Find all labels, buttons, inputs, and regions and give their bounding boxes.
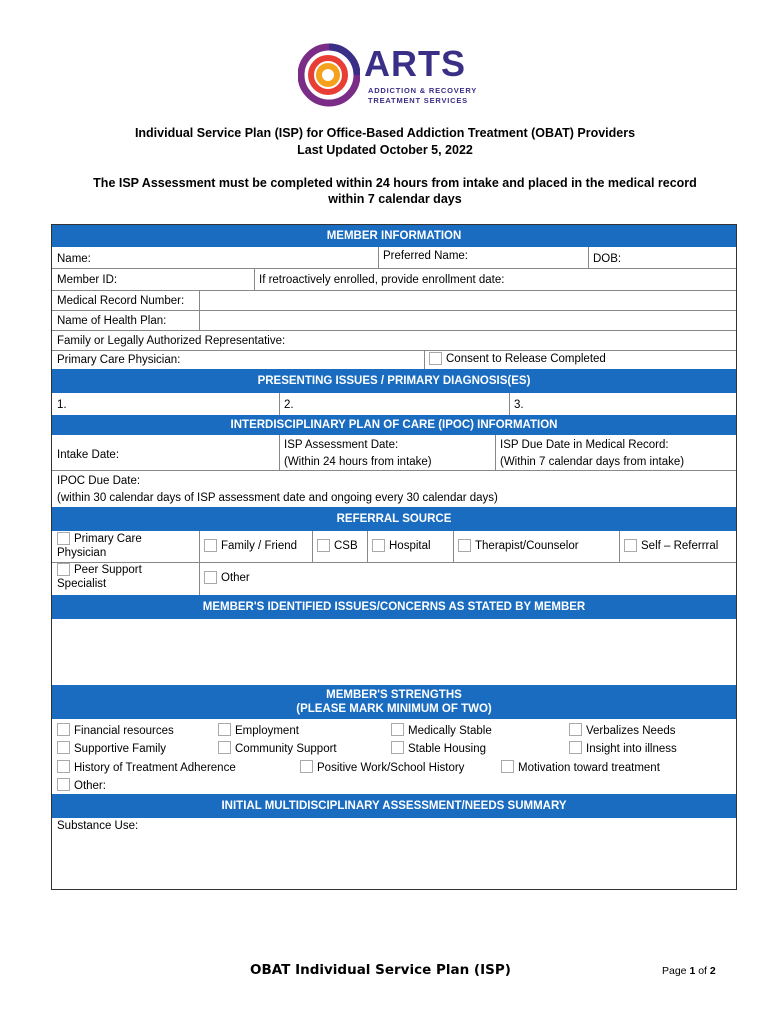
referral-self-option[interactable] xyxy=(619,531,736,562)
strength-motivation[interactable] xyxy=(501,758,660,776)
member-info-header: MEMBER INFORMATION xyxy=(52,225,736,247)
referral-family-checkbox[interactable] xyxy=(204,539,217,552)
strength-supportive-family-label: Supportive Family xyxy=(74,743,167,755)
strength-work[interactable] xyxy=(300,758,464,776)
strength-insight[interactable] xyxy=(569,739,677,757)
page-current: 1 xyxy=(689,965,696,977)
substance-use-field[interactable] xyxy=(52,818,736,889)
logo-subtitle-2: TREATMENT SERVICES xyxy=(368,96,468,105)
diagnosis-2[interactable]: 2. xyxy=(284,399,294,411)
strength-verbalizes-label: Verbalizes Needs xyxy=(586,725,676,737)
enrollment-date-label: If retroactively enrolled, provide enrollment date: xyxy=(259,274,505,286)
mrn-label: Medical Record Number: xyxy=(57,295,185,307)
strengths-subheading: (PLEASE MARK MINIMUM OF TWO) xyxy=(296,703,492,715)
strengths-heading: MEMBER'S STRENGTHS xyxy=(326,689,462,701)
referral-peer-label-2: Specialist xyxy=(57,578,107,590)
strength-community-label: Community Support xyxy=(235,743,337,755)
referral-csb-checkbox[interactable] xyxy=(317,539,330,552)
arts-logo-mark-icon xyxy=(298,42,360,108)
member-id-label: Member ID: xyxy=(57,274,118,286)
ipoc-due-row xyxy=(52,471,736,507)
member-id-field[interactable] xyxy=(52,269,254,290)
preferred-name-label: Preferred Name: xyxy=(383,250,469,262)
referral-pcp-checkbox[interactable] xyxy=(57,532,70,545)
referral-peer-checkbox[interactable] xyxy=(57,563,70,576)
strengths-header xyxy=(52,685,736,719)
consent-checkbox[interactable] xyxy=(429,352,442,365)
strength-work-label: Positive Work/School History xyxy=(317,762,465,774)
referral-row-2 xyxy=(52,563,736,595)
assessment-header: INITIAL MULTIDISCIPLINARY ASSESSMENT/NEEDS SUMMARY xyxy=(52,794,736,818)
strength-employment-label: Employment xyxy=(235,725,299,737)
strength-history[interactable] xyxy=(57,758,236,776)
presenting-issues-header: PRESENTING ISSUES / PRIMARY DIAGNOSIS(ES) xyxy=(52,369,736,393)
strength-other-label: Other: xyxy=(74,780,106,792)
pcp-row xyxy=(52,351,736,369)
consent-option[interactable] xyxy=(424,351,736,369)
family-rep-field[interactable] xyxy=(52,331,736,350)
isp-due-date-label: ISP Due Date in Medical Record: xyxy=(500,439,669,451)
strength-motivation-checkbox[interactable] xyxy=(501,760,514,773)
strength-housing-label: Stable Housing xyxy=(408,743,486,755)
substance-use-label: Substance Use: xyxy=(57,820,139,832)
referral-csb-label: CSB xyxy=(334,540,358,552)
diagnosis-3[interactable]: 3. xyxy=(514,399,524,411)
referral-therapist-option[interactable] xyxy=(453,531,619,562)
family-rep-label: Family or Legally Authorized Representative: xyxy=(57,335,286,347)
referral-other-checkbox[interactable] xyxy=(204,571,217,584)
referral-peer-option[interactable] xyxy=(52,563,199,595)
preferred-name-field[interactable] xyxy=(378,247,588,268)
diagnosis-1[interactable]: 1. xyxy=(57,399,67,411)
strength-medically-stable-label: Medically Stable xyxy=(408,725,492,737)
isp-due-date-field[interactable] xyxy=(495,435,736,470)
dob-field[interactable] xyxy=(588,247,736,268)
member-id-row xyxy=(52,269,736,291)
strength-medically-stable-checkbox[interactable] xyxy=(391,723,404,736)
referral-peer-label-1: Peer Support xyxy=(74,564,142,576)
referral-other-option[interactable] xyxy=(199,563,736,595)
strength-verbalizes[interactable] xyxy=(569,721,676,739)
referral-csb-option[interactable] xyxy=(312,531,367,562)
page-number xyxy=(662,965,716,977)
ipoc-dates-row xyxy=(52,435,736,471)
strength-housing-checkbox[interactable] xyxy=(391,741,404,754)
member-name-row xyxy=(52,247,736,269)
pcp-label: Primary Care Physician: xyxy=(57,354,181,366)
referral-pcp-label-1: Primary Care xyxy=(74,533,142,545)
strength-history-checkbox[interactable] xyxy=(57,760,70,773)
isp-assessment-date-note: (Within 24 hours from intake) xyxy=(284,456,432,468)
isp-assessment-date-label: ISP Assessment Date: xyxy=(284,439,399,451)
diagnosis-row xyxy=(52,393,736,415)
page-prefix: Page xyxy=(662,965,690,977)
last-updated: Last Updated October 5, 2022 xyxy=(297,143,473,157)
referral-row-1 xyxy=(52,531,736,563)
referral-therapist-checkbox[interactable] xyxy=(458,539,471,552)
referral-therapist-label: Therapist/Counselor xyxy=(475,540,579,552)
strength-history-label: History of Treatment Adherence xyxy=(74,762,236,774)
strength-financial-label: Financial resources xyxy=(74,725,174,737)
name-label: Name: xyxy=(57,253,91,265)
notice-line-2: within 7 calendar days xyxy=(328,192,462,206)
strength-financial-checkbox[interactable] xyxy=(57,723,70,736)
strength-supportive-family-checkbox[interactable] xyxy=(57,741,70,754)
strength-other[interactable] xyxy=(57,776,106,794)
referral-pcp-option[interactable] xyxy=(52,531,199,562)
strength-housing[interactable] xyxy=(391,739,486,757)
ipoc-due-date-field[interactable] xyxy=(52,471,736,507)
strength-verbalizes-checkbox[interactable] xyxy=(569,723,582,736)
issues-header: MEMBER'S IDENTIFIED ISSUES/CONCERNS AS STATED BY MEMBER xyxy=(52,595,736,619)
name-field[interactable] xyxy=(52,247,378,268)
strength-employment-checkbox[interactable] xyxy=(218,723,231,736)
referral-pcp-label-2: Physician xyxy=(57,547,107,559)
isp-due-date-note: (Within 7 calendar days from intake) xyxy=(500,456,685,468)
mrn-row xyxy=(52,291,736,311)
intake-date-field[interactable] xyxy=(52,435,279,470)
family-rep-row xyxy=(52,331,736,351)
strength-motivation-label: Motivation toward treatment xyxy=(518,762,660,774)
ipoc-due-date-note: (within 30 calendar days of ISP assessment date and ongoing every 30 calendar days) xyxy=(57,492,498,504)
strength-other-checkbox[interactable] xyxy=(57,778,70,791)
document-title: Individual Service Plan (ISP) for Office-Based Addiction Treatment (OBAT) Providers xyxy=(134,126,636,140)
page-of: of xyxy=(695,965,710,977)
issues-textarea[interactable] xyxy=(52,619,736,685)
logo-subtitle-1: ADDICTION & RECOVERY xyxy=(368,86,478,95)
referral-other-label: Other xyxy=(221,572,250,584)
ipoc-header: INTERDISCIPLINARY PLAN OF CARE (IPOC) INFORMATION xyxy=(52,415,736,435)
notice-line-1: The ISP Assessment must be completed within 24 hours from intake and placed in the medical record xyxy=(93,176,697,190)
referral-self-checkbox[interactable] xyxy=(624,539,637,552)
logo-wordmark: ARTS xyxy=(364,43,466,84)
strength-financial[interactable] xyxy=(57,721,174,739)
strength-insight-checkbox[interactable] xyxy=(569,741,582,754)
pcp-field[interactable] xyxy=(52,351,424,369)
referral-source-header: REFERRAL SOURCE xyxy=(52,507,736,531)
page-total: 2 xyxy=(709,965,716,977)
referral-family-label: Family / Friend xyxy=(221,540,298,552)
isp-form xyxy=(51,224,737,890)
strength-employment[interactable] xyxy=(218,721,299,739)
referral-self-label: Self – Referrral xyxy=(641,540,719,552)
footer-title: OBAT Individual Service Plan (ISP) xyxy=(250,962,511,978)
enrollment-date-field[interactable] xyxy=(254,269,736,290)
arts-logo xyxy=(298,42,478,108)
strength-supportive-family[interactable] xyxy=(57,739,166,757)
ipoc-due-date-label: IPOC Due Date: xyxy=(57,475,141,487)
referral-hospital-option[interactable] xyxy=(367,531,453,562)
dob-label: DOB: xyxy=(593,253,622,265)
consent-label: Consent to Release Completed xyxy=(446,353,606,365)
isp-assessment-date-field[interactable] xyxy=(279,435,495,470)
strength-community-checkbox[interactable] xyxy=(218,741,231,754)
mrn-input[interactable] xyxy=(199,291,736,310)
health-plan-row xyxy=(52,311,736,331)
health-plan-input[interactable] xyxy=(199,311,736,330)
strength-work-checkbox[interactable] xyxy=(300,760,313,773)
referral-family-option[interactable] xyxy=(199,531,312,562)
referral-hospital-checkbox[interactable] xyxy=(372,539,385,552)
intake-date-label: Intake Date: xyxy=(57,449,120,461)
strength-insight-label: Insight into illness xyxy=(586,743,677,755)
health-plan-label: Name of Health Plan: xyxy=(57,315,167,327)
strength-medically-stable[interactable] xyxy=(391,721,492,739)
strength-community[interactable] xyxy=(218,739,337,757)
referral-hospital-label: Hospital xyxy=(389,540,431,552)
